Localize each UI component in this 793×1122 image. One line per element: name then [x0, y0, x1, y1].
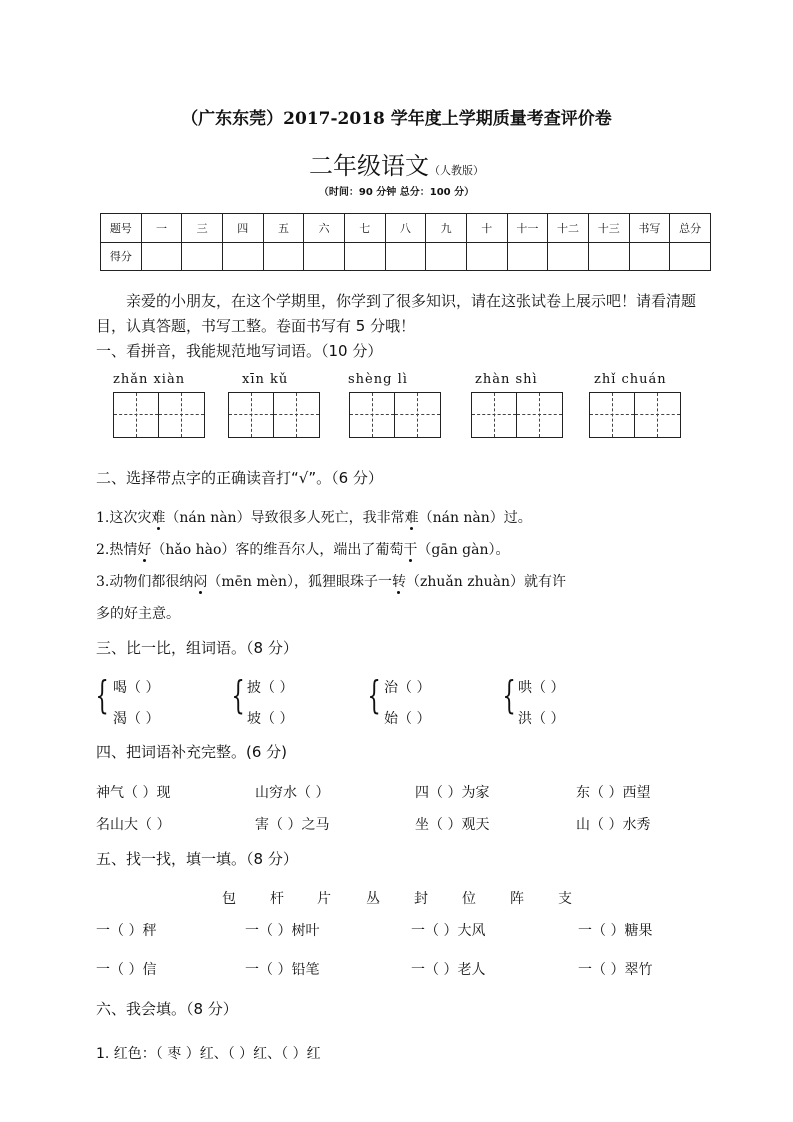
score-table: [100, 213, 711, 271]
score-cell[interactable]: [588, 242, 629, 271]
score-cell[interactable]: [385, 242, 426, 271]
subject-title: [0, 146, 793, 181]
pinyin-2: xīn kǔ: [242, 372, 289, 387]
idiom-blank[interactable]: 名山大（ ）: [96, 817, 171, 833]
measure-word-blank[interactable]: 一（ ）老人: [411, 962, 486, 978]
section1-heading: 一、看拼音，我能规范地写词语。（10 分）: [96, 342, 383, 360]
measure-word-blank[interactable]: 一（ ）糖果: [578, 923, 653, 939]
word-bank-item: 支: [558, 891, 572, 907]
question-2-3-cont: 多的好主意。: [96, 606, 180, 622]
exam-title: （广东东莞）2017-2018 学年度上学期质量考查评价卷: [181, 109, 612, 129]
table-cell: 十: [466, 214, 507, 243]
text-part: 1.这次灾: [96, 510, 152, 526]
score-table-score-row: [101, 242, 711, 271]
idiom-blank[interactable]: 害（ ）之马: [255, 817, 330, 833]
dotted-char: 难: [151, 510, 166, 526]
score-cell[interactable]: [507, 242, 548, 271]
score-cell[interactable]: [629, 242, 670, 271]
color-fill-question[interactable]: 1. 红色：（ 枣 ）红、（ ）红、（ ）红: [96, 1046, 321, 1062]
dotted-char: 闷: [193, 574, 208, 590]
table-cell: 六: [304, 214, 345, 243]
table-cell: 五: [263, 214, 304, 243]
text-part: 2.热情: [96, 542, 138, 558]
score-cell[interactable]: [304, 242, 345, 271]
grid-cell[interactable]: [635, 393, 680, 437]
grid-cell[interactable]: [229, 393, 274, 437]
measure-word-blank[interactable]: 一（ ）大风: [411, 923, 486, 939]
score-cell[interactable]: [426, 242, 467, 271]
measure-word-blank[interactable]: 一（ ）秤: [96, 923, 157, 939]
word-bank-item: 封: [414, 891, 428, 907]
subject-name: 二年级语文: [309, 152, 429, 180]
dotted-char: 干: [403, 542, 418, 558]
score-cell[interactable]: [263, 242, 304, 271]
table-cell: 得分: [101, 242, 142, 271]
table-cell: 总分: [670, 214, 711, 243]
writing-grid-4[interactable]: [471, 392, 563, 438]
compare-item-top[interactable]: 喝（ ）: [113, 680, 160, 696]
score-cell[interactable]: [222, 242, 263, 271]
text-part[interactable]: （nán nàn）过。: [418, 510, 532, 526]
idiom-blank[interactable]: 山（ ）水秀: [576, 817, 651, 833]
question-2-2: [96, 539, 510, 559]
word-bank-item: 包: [222, 891, 236, 907]
question-2-3: [96, 571, 566, 591]
dotted-char: 难: [404, 510, 419, 526]
score-cell[interactable]: [670, 242, 711, 271]
pinyin-1: zhǎn xiàn: [113, 372, 186, 387]
table-cell: 九: [426, 214, 467, 243]
table-cell: 题号: [101, 214, 142, 243]
grid-cell[interactable]: [472, 393, 517, 437]
table-cell: 八: [385, 214, 426, 243]
score-cell[interactable]: [182, 242, 223, 271]
table-cell: 十一: [507, 214, 548, 243]
score-cell[interactable]: [548, 242, 589, 271]
section6-heading: 六、我会填。（8 分）: [96, 1000, 238, 1018]
measure-word-blank[interactable]: 一（ ）信: [96, 962, 157, 978]
word-bank-item: 丛: [366, 891, 380, 907]
table-cell: 十二: [548, 214, 589, 243]
table-cell: 七: [344, 214, 385, 243]
edition-label: （人教版）: [429, 164, 484, 177]
word-bank-item: 片: [317, 891, 331, 907]
section4-heading: 四、把词语补充完整。(6 分): [96, 743, 288, 761]
brace-icon: {: [502, 673, 516, 717]
idiom-blank[interactable]: 坐（ ）观天: [415, 817, 490, 833]
word-bank-item: 阵: [510, 891, 524, 907]
section5-heading: 五、找一找，填一填。（8 分）: [96, 850, 298, 868]
pinyin-3: shèng lì: [348, 372, 408, 387]
word-bank-item: 位: [462, 891, 476, 907]
score-table-header-row: [101, 214, 711, 243]
word-bank-item: 杆: [270, 891, 284, 907]
text-part[interactable]: （mēn mèn），狐狸眼珠子一: [207, 574, 392, 590]
measure-word-blank[interactable]: 一（ ）树叶: [245, 923, 320, 939]
score-cell[interactable]: [141, 242, 182, 271]
text-part[interactable]: （hǎo hào）客的维吾尔人，端出了葡萄: [151, 542, 404, 558]
pinyin-4: zhàn shì: [475, 372, 538, 387]
idiom-blank[interactable]: 四（ ）为家: [415, 785, 490, 801]
writing-grid-1[interactable]: [113, 392, 205, 438]
text-part: 3.动物们都很纳: [96, 574, 194, 590]
writing-grid-5[interactable]: [589, 392, 681, 438]
compare-item-bottom[interactable]: 渴（ ）: [113, 711, 160, 727]
grid-cell[interactable]: [395, 393, 440, 437]
grid-cell[interactable]: [114, 393, 159, 437]
compare-item-top[interactable]: 治（ ）: [384, 680, 431, 696]
question-2-1: [96, 507, 532, 527]
pinyin-5: zhǐ chuán: [594, 372, 667, 387]
text-part[interactable]: （nán nàn）导致很多人死亡，我非常: [165, 510, 405, 526]
idiom-blank[interactable]: 神气（ ）现: [96, 785, 171, 801]
grid-cell[interactable]: [159, 393, 204, 437]
score-cell[interactable]: [466, 242, 507, 271]
table-cell: 三: [182, 214, 223, 243]
score-cell[interactable]: [344, 242, 385, 271]
brace-icon: {: [367, 673, 381, 717]
dotted-char: 好: [137, 542, 152, 558]
compare-item-bottom[interactable]: 坡（ ）: [247, 711, 294, 727]
idiom-blank[interactable]: 东（ ）西望: [576, 785, 651, 801]
measure-word-blank[interactable]: 一（ ）翠竹: [578, 962, 653, 978]
text-part[interactable]: （gān gàn）。: [417, 542, 510, 558]
table-cell: 一: [141, 214, 182, 243]
dotted-char: 转: [391, 574, 406, 590]
measure-word-blank[interactable]: 一（ ）铅笔: [245, 962, 320, 978]
grid-cell[interactable]: [590, 393, 635, 437]
table-cell: 十三: [588, 214, 629, 243]
compare-item-top[interactable]: 披（ ）: [247, 680, 294, 696]
compare-item-top[interactable]: 哄（ ）: [518, 680, 565, 696]
compare-item-bottom[interactable]: 始（ ）: [384, 711, 431, 727]
brace-icon: {: [95, 673, 109, 717]
section2-heading: 二、选择带点字的正确读音打“√”。（6 分）: [96, 469, 383, 487]
brace-icon: {: [231, 673, 245, 717]
writing-grid-3[interactable]: [349, 392, 441, 438]
idiom-blank[interactable]: 山穷水（ ）: [255, 785, 330, 801]
grid-cell[interactable]: [517, 393, 562, 437]
table-cell: 书写: [629, 214, 670, 243]
time-and-total: （时间：90 分钟 总分：100 分）: [318, 187, 475, 198]
grid-cell[interactable]: [274, 393, 319, 437]
writing-grid-2[interactable]: [228, 392, 320, 438]
grid-cell[interactable]: [350, 393, 395, 437]
intro-paragraph: 亲爱的小朋友，在这个学期里，你学到了很多知识，请在这张试卷上展示吧！请看清题目，认真答题，书写工整。卷面书写有 5 分哦！: [96, 292, 697, 335]
table-cell: 四: [222, 214, 263, 243]
compare-item-bottom[interactable]: 洪（ ）: [518, 711, 565, 727]
section3-heading: 三、比一比，组词语。（8 分）: [96, 639, 298, 657]
text-part[interactable]: （zhuǎn zhuàn）就有许: [405, 574, 566, 590]
